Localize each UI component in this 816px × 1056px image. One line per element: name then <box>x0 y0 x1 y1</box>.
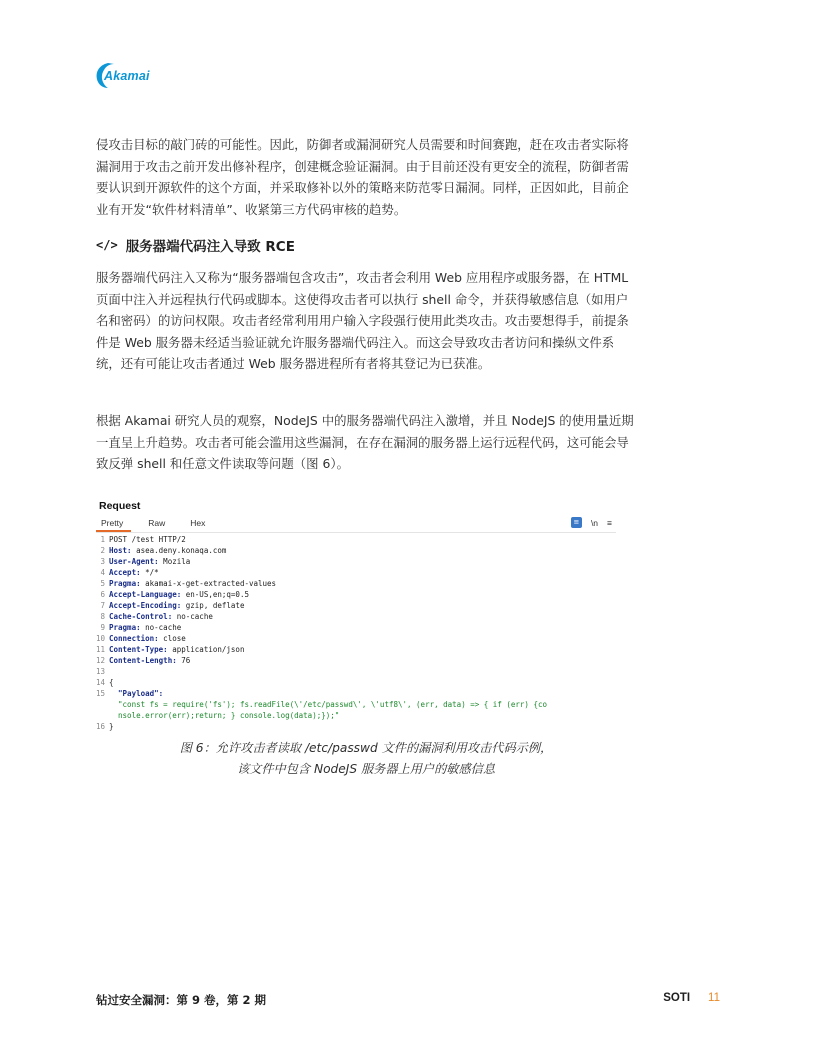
menu-icon[interactable]: ≡ <box>607 517 612 528</box>
header-key: Connection: <box>109 634 159 643</box>
code-line <box>96 644 616 655</box>
figure-caption-line1: 图 6：允许攻击者读取 /etc/passwd 文件的漏洞利用攻击代码示例， <box>179 741 553 755</box>
line-number: 4 <box>100 568 105 577</box>
header-key: Accept: <box>109 568 141 577</box>
line-number: 8 <box>100 612 105 621</box>
format-icon[interactable]: ≡ <box>571 517 582 528</box>
code-line <box>96 534 616 545</box>
line-number: 5 <box>100 579 105 588</box>
header-value: akamai-x-get-extracted-values <box>140 579 277 588</box>
line-number: 12 <box>96 656 106 665</box>
code-line <box>96 633 616 644</box>
section-title: 服务器端代码注入导致 RCE <box>125 239 295 255</box>
page-number: 11 <box>708 992 720 1004</box>
request-toolbar <box>571 517 612 528</box>
code-line <box>96 567 616 578</box>
header-key: Accept-Encoding: <box>109 601 182 610</box>
code-line <box>96 677 616 688</box>
tab-raw[interactable]: Raw <box>148 518 166 528</box>
line-number: 15 <box>96 689 106 698</box>
code-line <box>96 622 616 633</box>
code-line <box>96 688 616 699</box>
header-value: no-cache <box>140 623 182 632</box>
logo-text: Akamai <box>104 69 150 83</box>
line-number <box>96 699 105 710</box>
line-number: 13 <box>96 667 106 676</box>
code-line <box>96 578 616 589</box>
akamai-logo <box>94 60 164 90</box>
line-number: 2 <box>100 546 105 555</box>
figure-caption-line2: 该文件中包含 NodeJS 服务器上用户的敏感信息 <box>236 762 496 776</box>
header-value: asea.deny.konaqa.com <box>131 546 227 555</box>
header-key: Host: <box>109 546 132 555</box>
header-value: en-US,en;q=0.5 <box>181 590 249 599</box>
request-tabs <box>96 516 225 532</box>
paragraph-intro: 侵攻击目标的敲门砖的可能性。因此，防御者或漏洞研究人员需要和时间赛跑，赶在攻击者实际将漏洞用于攻击之前开发出修补程序，创建概念验证漏洞。由于目前还没有更安全的流程，防御者需要认识到开源软件的这个方面，并采取修补以外的策略来防范零日漏洞。同样，正因如此，目前企业有开发“软件材料清单”、收紧第三方代码审核的趋势。 <box>96 137 629 217</box>
code-line <box>96 611 616 622</box>
line-number: 14 <box>96 678 106 687</box>
tab-divider <box>96 532 616 533</box>
header-value: gzip, deflate <box>181 601 245 610</box>
header-value: Mozila <box>158 557 191 566</box>
code-line <box>96 556 616 567</box>
code-block <box>96 534 616 732</box>
header-value: */* <box>140 568 159 577</box>
line-number: 10 <box>96 634 106 643</box>
header-key: Accept-Language: <box>109 590 182 599</box>
header-key: Content-Type: <box>109 645 168 654</box>
request-screenshot <box>96 497 616 733</box>
code-line <box>96 589 616 600</box>
footer-brand: SOTI <box>663 992 691 1004</box>
header-value: { <box>109 678 114 687</box>
code-line <box>96 600 616 611</box>
request-title: Request <box>99 500 141 512</box>
footer-publication: 钻过安全漏洞：第 9 卷，第 2 期 <box>96 993 267 1007</box>
header-value: no-cache <box>172 612 213 621</box>
paragraph-nodejs: 根据 Akamai 研究人员的观察，NodeJS 中的服务器端代码注入激增，并且 NodeJS 的使用量近期一直呈上升趋势。攻击者可能会滥用这些漏洞，在存在漏洞的服务器上运行远程代码，这可能会导致反弹 shell 和任意文件读取等问题（图 6）。 <box>96 413 634 471</box>
code-line <box>96 666 616 677</box>
line-number <box>96 710 105 721</box>
line-number: 9 <box>100 623 105 632</box>
code-line <box>96 655 616 666</box>
code-icon: </> <box>96 238 118 252</box>
line-number: 11 <box>96 645 106 654</box>
code-line <box>96 545 616 556</box>
payload-string: nsole.error(err);return; } console.log(data);});" <box>109 711 340 720</box>
line-number: 7 <box>100 601 105 610</box>
header-key: Content-Length: <box>109 656 177 665</box>
header-key: Pragma: <box>109 579 141 588</box>
line-number: 3 <box>100 557 105 566</box>
header-value: 76 <box>176 656 191 665</box>
footer-right <box>663 992 720 1004</box>
header-value: application/json <box>167 645 245 654</box>
section-heading <box>96 234 295 256</box>
line-number: 6 <box>100 590 105 599</box>
tab-hex[interactable]: Hex <box>190 518 206 528</box>
code-line <box>96 699 616 710</box>
line-number: 16 <box>96 722 106 731</box>
header-key: Cache-Control: <box>109 612 173 621</box>
paragraph-ssi: 服务器端代码注入又称为“服务器端包含攻击”，攻击者会利用 Web 应用程序或服务器，在 HTML 页面中注入并远程执行代码或脚本。这使得攻击者可以执行 shell 命令，并获得敏感信息（如用户名和密码）的访问权限。攻击者经常利用用户输入字段强行使用此类攻击。攻击要想得手，前提条件是 Web 服务器未经适当验证就允许服务器端代码注入。而这会导致攻击者访问和操纵文件系统，还有可能让攻击者通过 Web 服务器进程所有者将其登记为已获准。 <box>96 270 629 371</box>
header-key: "Payload": <box>109 689 164 698</box>
payload-string: "const fs = require('fs'); fs.readFile(\'/etc/passwd\', \'utf8\', (err, data) => { if (err) {co <box>109 700 547 709</box>
header-value: } <box>109 722 114 731</box>
code-line <box>96 721 616 732</box>
code-line <box>96 710 616 721</box>
header-value: close <box>158 634 186 643</box>
tab-pretty[interactable]: Pretty <box>96 516 131 532</box>
header-key: User-Agent: <box>109 557 159 566</box>
header-value: POST /test HTTP/2 <box>109 535 186 544</box>
header-key: Pragma: <box>109 623 141 632</box>
line-number: 1 <box>100 535 105 544</box>
wrap-toggle[interactable]: \n <box>590 517 599 528</box>
